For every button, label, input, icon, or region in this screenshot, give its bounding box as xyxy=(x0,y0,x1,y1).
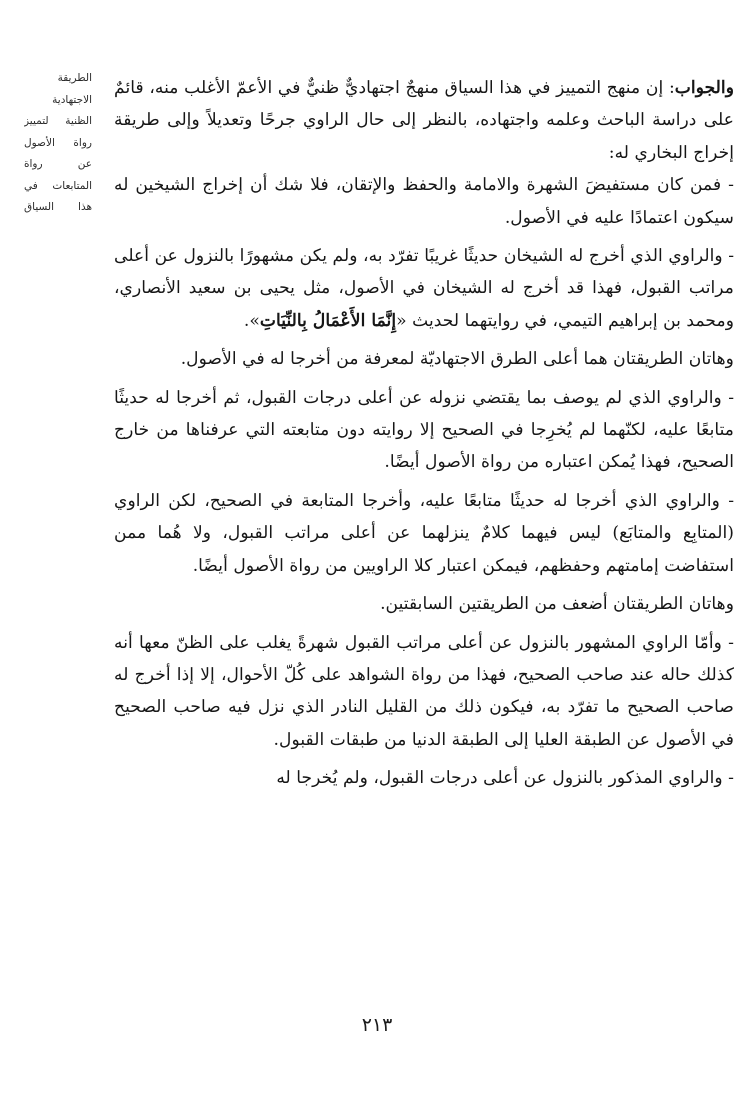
paragraph xyxy=(114,485,734,582)
paragraph-tail: ». xyxy=(243,310,260,331)
paragraph-text: - فمن كان مستفيضَ الشهرة والامامة والحفظ والإتقان، فلا شك أن إخراج الشيخين له سيكون اعتمادًا عليه في الأصول. xyxy=(114,175,734,228)
margin-note-line: الطريقة xyxy=(57,72,92,84)
paragraph-text: وهاتان الطريقتان هما أعلى الطرق الاجتهاديّة لمعرفة من أخرجا له في الأصول. xyxy=(180,349,734,370)
paragraph-answer xyxy=(114,72,734,169)
margin-note-line: المتابعات في xyxy=(24,179,92,192)
paragraph-text: وهاتان الطريقتان أضعف من الطريقتين السابقتين. xyxy=(380,594,734,615)
paragraph-text: - والراوي المذكور بالنزول عن أعلى درجات القبول، ولم يُخرجا له xyxy=(276,768,734,789)
main-text xyxy=(114,72,734,795)
paragraph xyxy=(114,169,734,234)
paragraph-text: - والراوي الذي أخرجا له حديثًا متابعًا عليه، وأخرجا المتابعة في الصحيح، لكن الراوي (المتابِع والمتابَع) ليس فيهما كلامٌ ينزلهما عن أعلى مراتب القبول، ولا هُما ممن استفاضت إمامتهم وحفظهم، فيمكن اعتبار كلا الراويين من رواة الأصول أيضًا. xyxy=(114,490,734,576)
margin-note-line: الاجتهادية xyxy=(52,93,92,106)
paragraph xyxy=(114,382,734,479)
paragraph xyxy=(114,627,734,757)
margin-note-line: الظنية لتمييز xyxy=(24,115,92,127)
paragraph-text: - والراوي الذي أخرج له الشيخان حديثًا غريبًا تفرّد به، ولم يكن مشهورًا بالنزول عن أعلى مراتب القبول، فهذا قد أخرج له الشيخان في الأصول، مثل يحيى بن سعيد الأنصاري، ومحمد بن إبراهيم التيمي، في روايتهما لحديث « xyxy=(114,246,734,331)
paragraph-text: - والراوي الذي لم يوصف بما يقتضي نزوله عن أعلى درجات القبول، ثم أخرجا له حديثًا متابعًا عليه، لكنّهما لم يُخرِجا في الصحيح إلا روايته دون متابعته التي عرفناها من خارج الصحيح، فهذا يُمكن اعتباره من رواة الأصول أيضًا. xyxy=(114,387,734,473)
page-number: ٢١٣ xyxy=(361,1014,393,1036)
hadith-quote: إِنَّمَا الأَعْمَالُ بِالنِّيَاتِ xyxy=(259,310,397,331)
margin-note xyxy=(24,68,92,219)
margin-note-line: هذا السياق xyxy=(24,201,92,213)
paragraph xyxy=(114,240,734,337)
paragraph-text: : إن منهج التمييز في هذا السياق منهجٌ اجتهاديٌّ ظنيٌّ في الأعمّ الأغلب منه، قائمٌ على دراسة الباحث وعلمه واجتهاده، بالنظر إلى حال الراوي جرحًا وتعديلاً وإلى طريقة إخراج البخاري له: xyxy=(114,78,734,163)
margin-note-line: عن رواة xyxy=(24,158,92,170)
paragraph xyxy=(114,762,734,794)
paragraph xyxy=(114,343,734,375)
margin-note-line: رواة الأصول xyxy=(24,136,92,149)
paragraph-text: - وأمّا الراوي المشهور بالنزول عن أعلى مراتب القبول شهرةً يغلب على الظنّ معها أنه كذلك حاله عند صاحب الصحيح، فهذا من رواة الشواهد على كُلّ الأحوال، إلا إذا أخرج له صاحب الصحيح ما تفرّد به، فيكون ذلك من القليل النادر الذي نزل فيه صاحب الصحيح في الأصول عن الطبقة العليا إلى الطبقة الدنيا من طبقات القبول. xyxy=(114,632,734,750)
paragraph xyxy=(114,588,734,620)
answer-lead: والجواب xyxy=(674,78,734,98)
